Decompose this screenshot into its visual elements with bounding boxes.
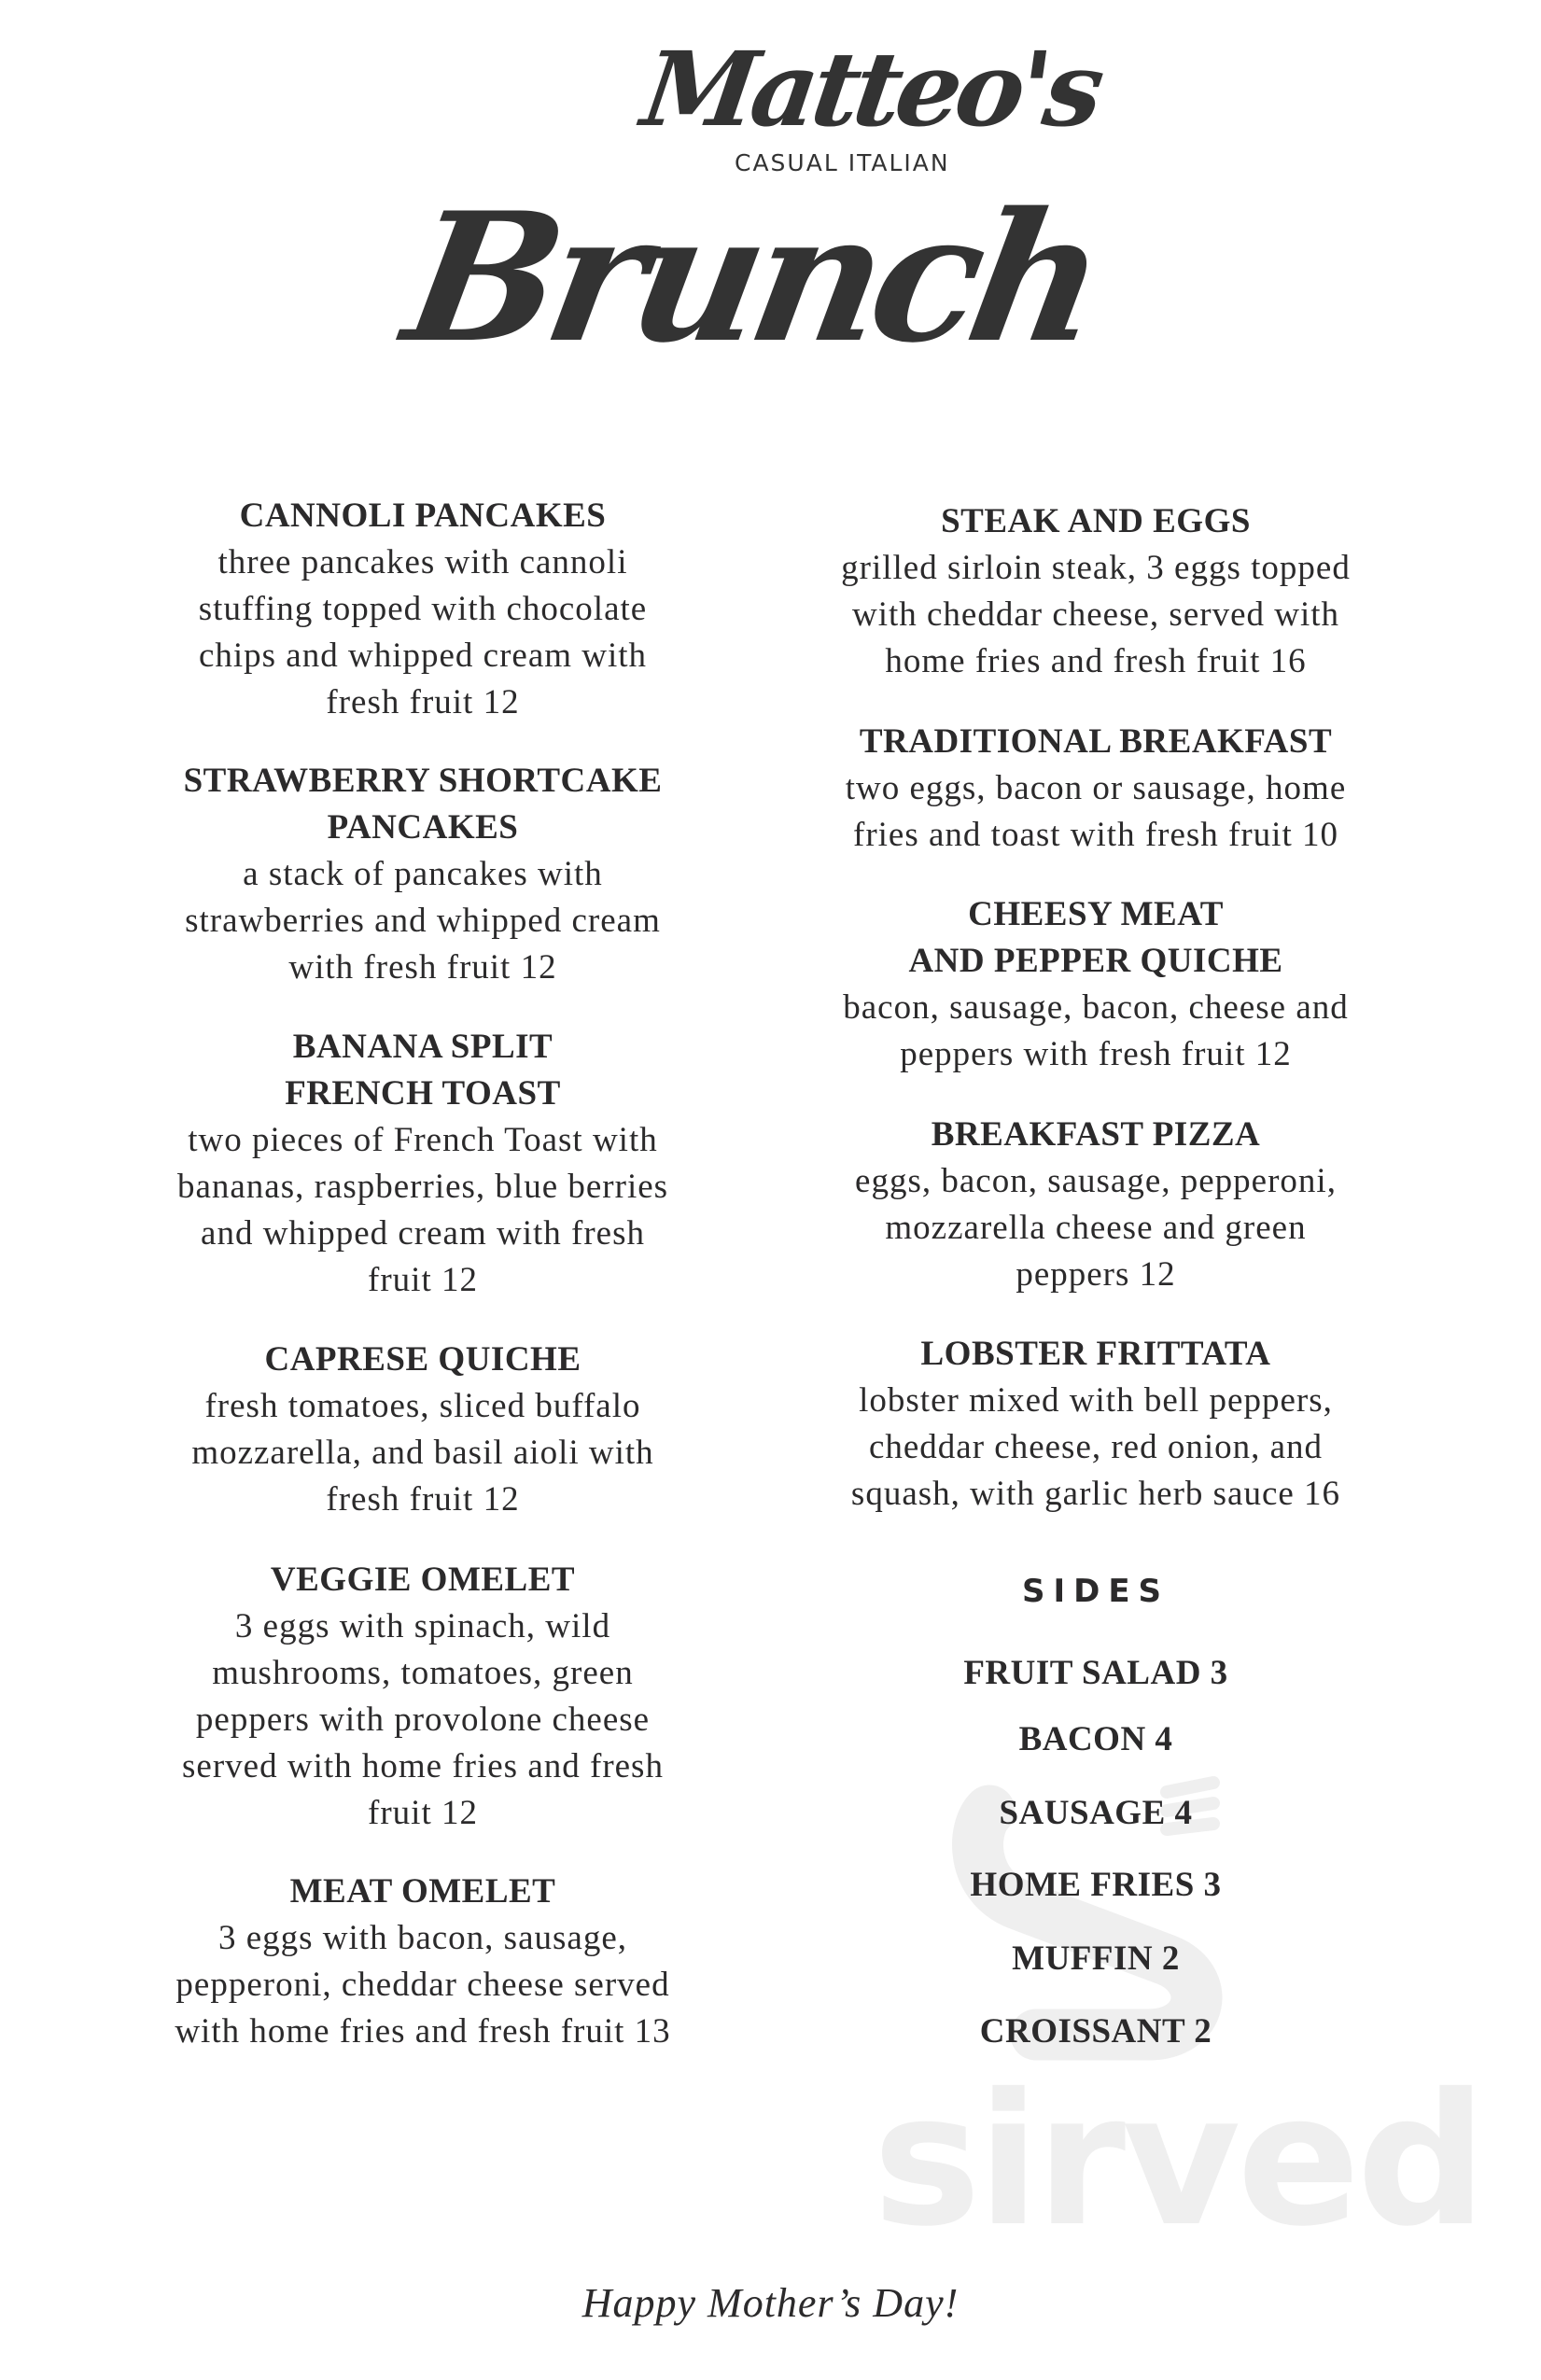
menu-item-title: PANCAKES xyxy=(327,808,519,847)
menu-item-description: three pancakes with cannoli xyxy=(217,543,628,581)
menu-item-title: MEAT OMELET xyxy=(289,1872,556,1911)
menu-item-title: STRAWBERRY SHORTCAKE xyxy=(183,762,663,800)
menu-item-description: and whipped cream with fresh xyxy=(201,1214,645,1253)
menu-item-title: TRADITIONAL BREAKFAST xyxy=(859,722,1333,761)
menu-item-description: mozzarella, and basil aioli with xyxy=(191,1434,654,1472)
menu-item-title: AND PEPPER QUICHE xyxy=(908,942,1283,980)
menu-item xyxy=(769,498,1422,685)
logo-tagline: CASUAL ITALIAN xyxy=(735,149,950,176)
footer-message: Happy Mother’s Day! xyxy=(581,2280,960,2326)
menu-item-description: fruit 12 xyxy=(368,1261,478,1299)
side-item: SAUSAGE 4 xyxy=(999,1794,1193,1832)
side-item: BACON 4 xyxy=(1018,1720,1173,1758)
menu-item-description: peppers 12 xyxy=(1016,1255,1176,1294)
sides-heading: SIDES xyxy=(1021,1573,1170,1610)
menu-item-description: with fresh fruit 12 xyxy=(288,948,557,987)
menu-item-description: 3 eggs with spinach, wild xyxy=(234,1607,611,1645)
menu-title: Brunch xyxy=(392,174,1112,382)
side-item: MUFFIN 2 xyxy=(1012,1939,1180,1978)
watermark: sirved xyxy=(873,2054,1484,2266)
menu-item-description: fresh fruit 12 xyxy=(326,683,520,721)
menu-item xyxy=(769,719,1422,859)
menu-item-description: with cheddar cheese, served with xyxy=(851,595,1340,634)
menu-item-title: BANANA SPLIT xyxy=(292,1028,553,1066)
menu-item-description: cheddar cheese, red onion, and xyxy=(868,1428,1324,1466)
menu-item xyxy=(96,758,749,991)
menu-item-description: chips and whipped cream with xyxy=(198,637,648,675)
menu-item-description: pepperoni, cheddar cheese served xyxy=(175,1966,670,2004)
menu-item-description: served with home fries and fresh xyxy=(182,1747,664,1785)
logo-restaurant-name: Matteo's xyxy=(636,29,1106,149)
menu-item-description: strawberries and whipped cream xyxy=(185,902,661,940)
menu-item-description: fresh tomatoes, sliced buffalo xyxy=(204,1387,641,1425)
menu-item-title: STEAK AND EGGS xyxy=(941,502,1251,540)
menu-item-title: VEGGIE OMELET xyxy=(270,1561,576,1599)
menu-item xyxy=(769,1112,1422,1298)
side-item: HOME FRIES 3 xyxy=(970,1866,1222,1904)
menu-item-description: peppers with provolone cheese xyxy=(195,1701,651,1739)
menu-item-description: lobster mixed with bell peppers, xyxy=(859,1381,1333,1420)
menu-item-description: fruit 12 xyxy=(368,1794,478,1832)
menu-item-title: CAPRESE QUICHE xyxy=(264,1340,581,1379)
menu-item-description: peppers with fresh fruit 12 xyxy=(900,1035,1292,1073)
menu-item-description: with home fries and fresh fruit 13 xyxy=(175,2012,671,2051)
menu-item xyxy=(96,1024,749,1304)
menu-item-description: mozzarella cheese and green xyxy=(885,1209,1307,1247)
menu-item-description: bananas, raspberries, blue berries xyxy=(176,1168,669,1206)
menu-item xyxy=(769,891,1422,1078)
menu-item-title: LOBSTER FRITTATA xyxy=(920,1335,1271,1373)
menu-item-title: BREAKFAST PIZZA xyxy=(931,1115,1261,1154)
menu-item-description: home fries and fresh fruit 16 xyxy=(885,642,1307,680)
menu-item xyxy=(96,1869,749,2055)
menu-item-title: CANNOLI PANCAKES xyxy=(239,497,607,535)
menu-item xyxy=(769,1331,1422,1518)
menu-item-description: stuffing topped with chocolate xyxy=(198,590,648,628)
menu-item-title: CHEESY MEAT xyxy=(968,895,1224,933)
menu-item-description: squash, with garlic herb sauce 16 xyxy=(850,1475,1341,1513)
menu-item-description: mushrooms, tomatoes, green xyxy=(212,1654,634,1692)
menu-item-description: bacon, sausage, bacon, cheese and xyxy=(843,988,1349,1027)
menu-item-description: two pieces of French Toast with xyxy=(188,1121,658,1159)
menu-item-description: grilled sirloin steak, 3 eggs topped xyxy=(841,549,1351,587)
menu-item-description: two eggs, bacon or sausage, home xyxy=(845,769,1347,807)
menu-item-description: 3 eggs with bacon, sausage, xyxy=(217,1919,627,1957)
side-item: FRUIT SALAD 3 xyxy=(963,1654,1228,1692)
menu-item xyxy=(96,1557,749,1837)
menu-item-description: a stack of pancakes with xyxy=(243,855,603,893)
menu-item-description: fries and toast with fresh fruit 10 xyxy=(853,816,1338,854)
side-item: CROISSANT 2 xyxy=(979,2012,1212,2051)
menu-item-description: fresh fruit 12 xyxy=(326,1480,520,1519)
menu-item-description: eggs, bacon, sausage, pepperoni, xyxy=(855,1162,1337,1200)
menu-item xyxy=(96,493,749,726)
menu-item xyxy=(96,1337,749,1523)
menu-item-title: FRENCH TOAST xyxy=(285,1074,561,1113)
